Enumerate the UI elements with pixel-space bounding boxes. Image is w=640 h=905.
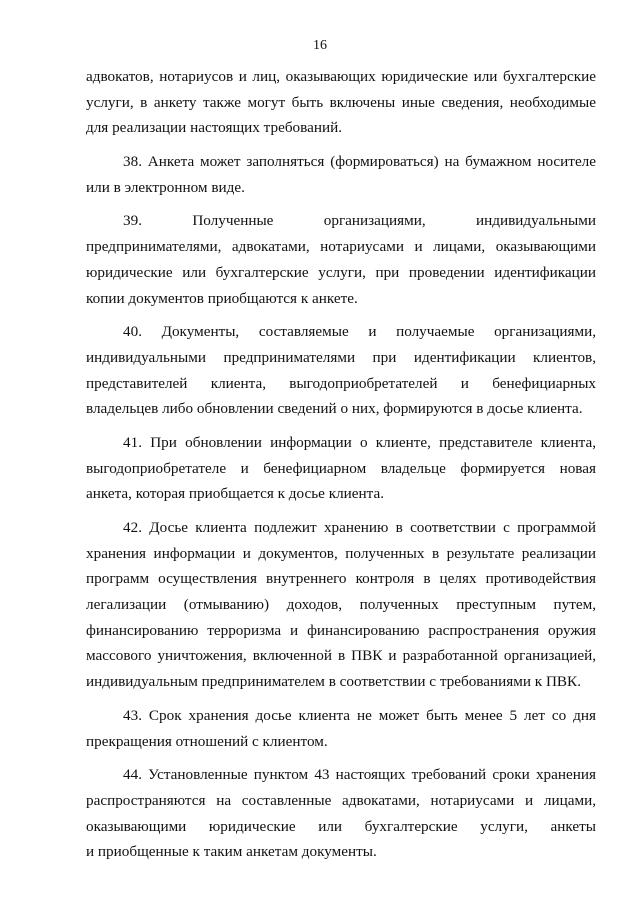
text-line: 40. Документы, составляемые и получаемые организациями, <box>123 323 596 341</box>
paragraph <box>86 149 596 200</box>
text-line: финансированию терроризма и финансированию распространения оружия <box>86 621 596 639</box>
text-line: программ осуществления внутреннего контроля в целях противодействия <box>86 570 596 588</box>
paragraph <box>86 515 596 695</box>
text-line: анкета, которая приобщается к досье клиента. <box>86 485 385 503</box>
text-line: предпринимателями, адвокатами, нотариусами и лицами, оказывающими <box>86 238 596 256</box>
paragraph <box>86 703 596 754</box>
text-line: 41. При обновлении информации о клиенте, представителе клиента, <box>123 433 596 451</box>
text-line: оказывающими юридические или бухгалтерские услуги, анкеты <box>86 817 596 835</box>
paragraph <box>86 208 596 311</box>
text-line: для реализации настоящих требований. <box>86 119 343 137</box>
text-line: 44. Установленные пунктом 43 настоящих требований сроки хранения <box>123 766 596 784</box>
paragraph <box>86 430 596 507</box>
text-line: юридические или бухгалтерские услуги, при проведении идентификации <box>86 263 596 281</box>
text-line: индивидуальными предпринимателями при идентификации клиентов, <box>86 348 596 366</box>
page-number: 16 <box>313 38 327 53</box>
text-line: или в электронном виде. <box>86 178 245 196</box>
text-line: 38. Анкета может заполняться (формироваться) на бумажном носителе <box>123 153 596 171</box>
paragraph <box>86 319 596 422</box>
text-line: 42. Досье клиента подлежит хранению в соответствии с программой <box>123 519 596 536</box>
text-line: услуги, в анкету также могут быть включены иные сведения, необходимые <box>86 93 596 111</box>
document-body <box>86 64 596 873</box>
text-line: распространяются на составленные адвокатами, нотариусами и лицами, <box>86 791 596 809</box>
text-line: индивидуальным предпринимателем в соответствии с требованиями к ПВК. <box>86 673 581 691</box>
paragraph <box>86 64 596 141</box>
text-line: адвокатов, нотариусов и лиц, оказывающих юридические или бухгалтерские <box>86 68 596 85</box>
paragraph <box>86 762 596 865</box>
text-line: копии документов приобщаются к анкете. <box>86 289 358 307</box>
text-line: владельцев либо обновлении сведений о них, формируются в досье клиента. <box>86 400 583 418</box>
text-line: легализации (отмыванию) доходов, полученных преступным путем, <box>86 596 596 614</box>
text-line: массового уничтожения, включенной в ПВК и разработанной организацией, <box>86 647 596 665</box>
text-line: представителей клиента, выгодоприобретателей и бенефициарных <box>86 374 596 392</box>
text-line: прекращения отношений с клиентом. <box>86 732 328 750</box>
text-line: выгодоприобретателе и бенефициарном владельце формируется новая <box>86 459 596 477</box>
text-line: и приобщенные к таким анкетам документы. <box>86 843 377 861</box>
text-line: хранения информации и документов, полученных в результате реализации <box>86 544 596 562</box>
text-line: 43. Срок хранения досье клиента не может быть менее 5 лет со дня <box>123 706 596 724</box>
text-line: 39. Полученные организациями, индивидуальными <box>123 212 596 230</box>
